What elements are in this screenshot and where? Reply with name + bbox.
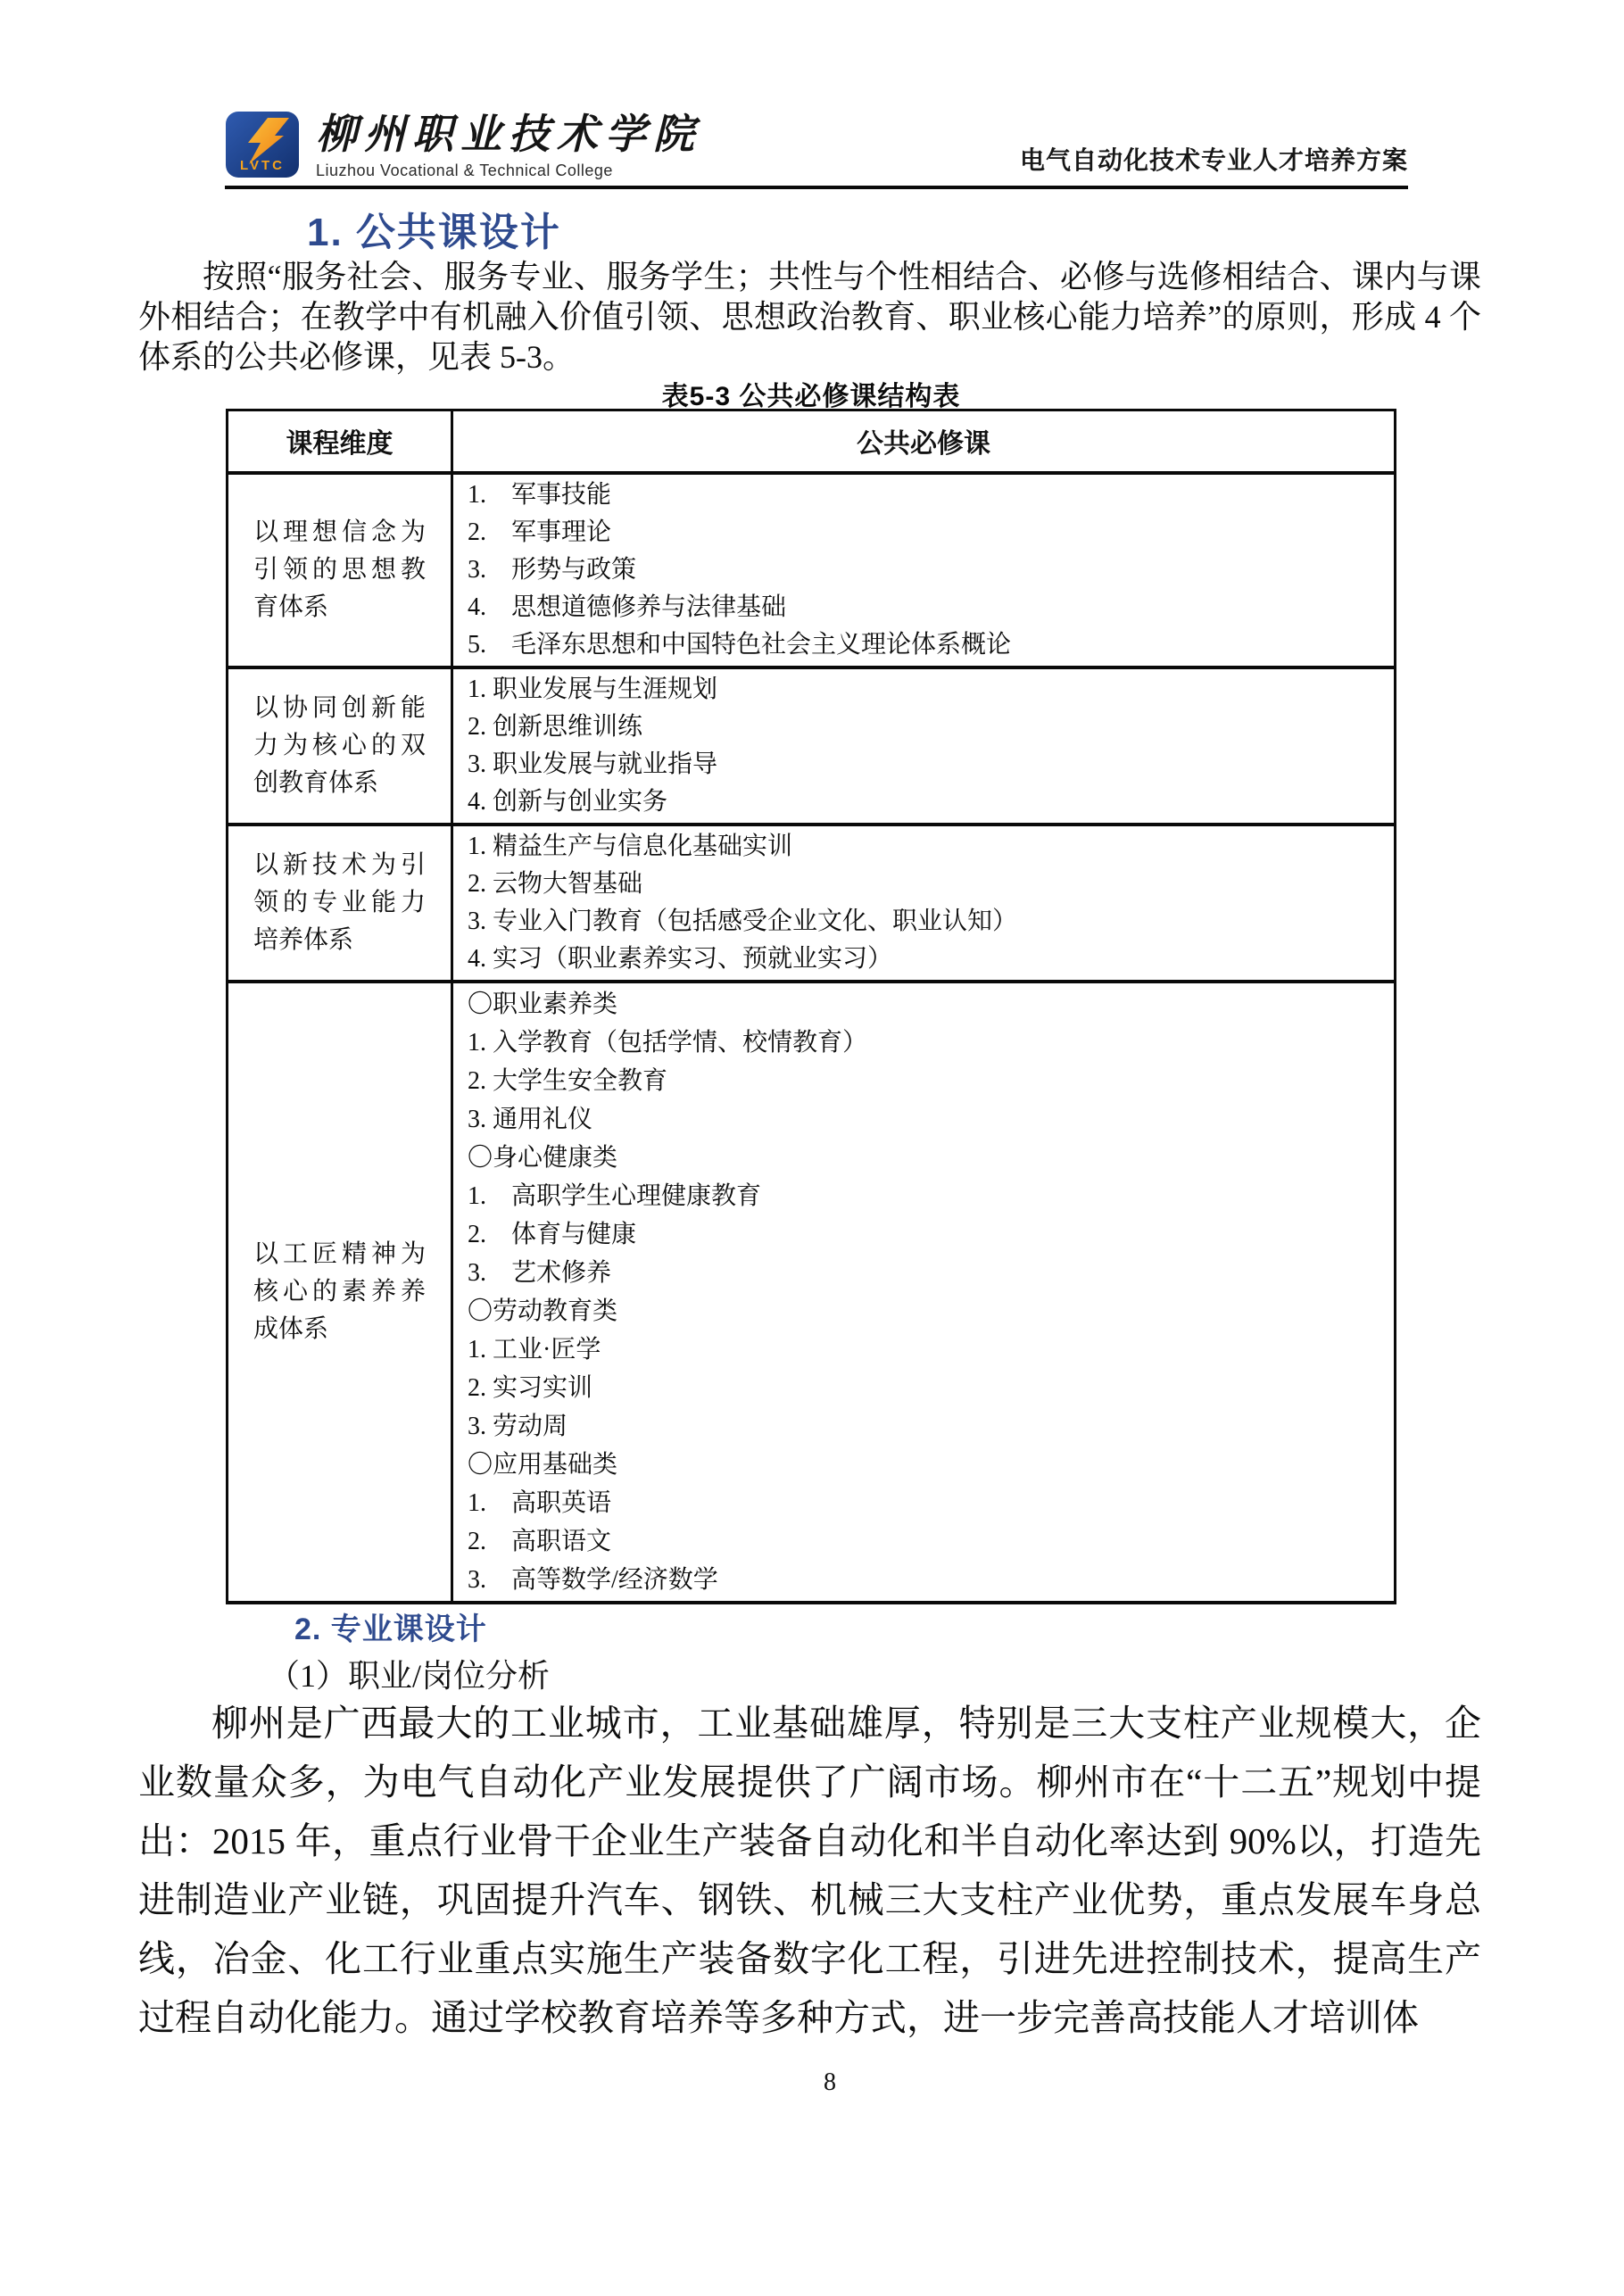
course-item: 3. 劳动周 (468, 1412, 568, 1440)
course-category-label: 〇职业素养类 (468, 990, 618, 1018)
course-item: 1. 精益生产与信息化基础实训 (468, 832, 793, 860)
course-item: 2. 云物大智基础 (468, 869, 643, 898)
course-dimension-cell: 以工匠精神为核心的素养养成体系 (228, 982, 452, 1603)
page-number: 8 (824, 2068, 836, 2096)
course-list-cell (452, 473, 1396, 667)
course-item: 1. 职业发展与生涯规划 (468, 675, 718, 703)
course-item: 2. 实习实训 (468, 1373, 593, 1402)
school-logo-icon (225, 111, 300, 178)
section-1-paragraph: 按照“服务社会、服务专业、服务学生；共性与个性相结合、必修与选修相结合、课内与课外相结合；在教学中有机融入价值引领、思想政治教育、职业核心能力培养”的原则，形成 4 个体系的公共必修课，见表 5-3。 (138, 259, 1481, 375)
document-title: 电气自动化技术专业人才培养方案 (1019, 146, 1408, 174)
course-item: 1. 军事技能 (468, 480, 612, 509)
section-2-paragraph: 柳州是广西最大的工业城市，工业基础雄厚，特别是三大支柱产业规模大，企业数量众多，为电气自动化产业发展提供了广阔市场。柳州市在“十二五”规划中提出：2015 年，重点行业骨干企业生产装备自动化和半自动化率达到 90%以，打造先进制造业产业链，巩固提升汽车、钢铁、机械三大支柱产业优势，重点发展车身总线，冶金、化工行业重点实施生产装备数字化工程，引进先进控制技术，提高生产过程自动化能力。通过学校教育培养等多种方式，进一步完善高技能人才培训体 (138, 1703, 1481, 2038)
table-title: 表5-3 公共必修课结构表 (661, 382, 961, 411)
course-item: 2. 军事理论 (468, 518, 612, 546)
course-item: 1. 高职英语 (468, 1488, 612, 1517)
course-item: 2. 高职语文 (468, 1527, 612, 1555)
course-item: 2. 大学生安全教育 (468, 1066, 668, 1095)
column-header-courses: 公共必修课 (452, 410, 1396, 473)
table-row (228, 667, 1396, 825)
course-dimension-cell: 以协同创新能力为核心的双创教育体系 (228, 667, 452, 825)
course-list-cell (452, 667, 1396, 825)
table-row (228, 825, 1396, 982)
table-row (228, 982, 1396, 1603)
course-item: 3. 形势与政策 (468, 555, 637, 584)
school-name-chinese: 柳州职业技术学院 (316, 112, 701, 157)
course-category-label: 〇身心健康类 (468, 1143, 618, 1172)
section-1-heading: 1. 公共课设计 (307, 211, 561, 254)
logo-lvtc-text: LVTC (239, 158, 286, 173)
course-item: 4. 思想道德修养与法律基础 (468, 593, 787, 621)
school-logo-block (225, 111, 701, 178)
school-names (316, 114, 701, 178)
course-item: 3. 高等数学/经济数学 (468, 1565, 718, 1594)
course-list-cell (452, 825, 1396, 982)
course-item: 4. 创新与创业实务 (468, 787, 668, 816)
table-header-row (228, 410, 1396, 473)
course-dimension-cell: 以理想信念为引领的思想教育体系 (228, 473, 452, 667)
page-header (225, 84, 1408, 189)
public-required-course-table (226, 409, 1396, 1604)
course-item: 5. 毛泽东思想和中国特色社会主义理论体系概论 (468, 630, 1012, 659)
column-header-dimension: 课程维度 (228, 410, 452, 473)
course-item: 3. 艺术修养 (468, 1258, 612, 1287)
course-category-label: 〇劳动教育类 (468, 1297, 618, 1325)
course-list-cell (452, 982, 1396, 1603)
course-item: 3. 职业发展与就业指导 (468, 750, 718, 778)
course-dimension-cell: 以新技术为引领的专业能力培养体系 (228, 825, 452, 982)
school-name-english: Liuzhou Vocational & Technical College (316, 162, 613, 179)
course-item: 2. 创新思维训练 (468, 712, 643, 741)
course-item: 3. 专业入门教育（包括感受企业文化、职业认知） (468, 907, 1018, 935)
course-item: 2. 体育与健康 (468, 1220, 637, 1248)
section-2-heading: 2. 专业课设计 (294, 1612, 487, 1646)
course-category-label: 〇应用基础类 (468, 1450, 618, 1479)
table-row (228, 473, 1396, 667)
course-item: 1. 入学教育（包括学情、校情教育） (468, 1028, 868, 1057)
course-item: 3. 通用礼仪 (468, 1105, 593, 1133)
course-item: 4. 实习（职业素养实习、预就业实习） (468, 944, 893, 973)
course-item: 1. 工业·匠学 (468, 1335, 601, 1364)
section-2-subheading: （1）职业/岗位分析 (268, 1658, 551, 1694)
course-item: 1. 高职学生心理健康教育 (468, 1181, 762, 1210)
